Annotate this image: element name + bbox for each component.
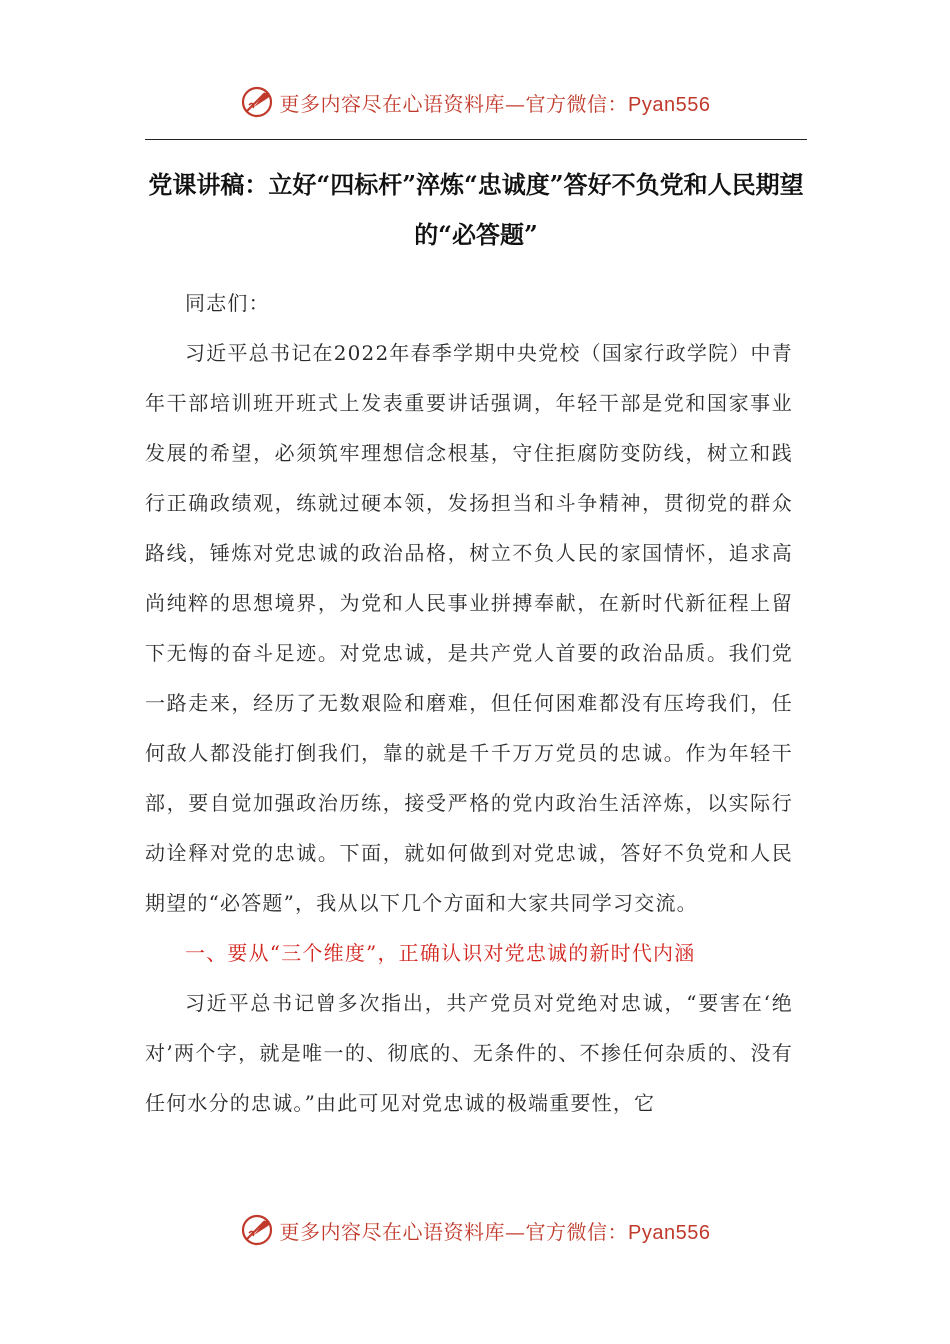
- header-banner: [0, 82, 950, 122]
- quill-logo-icon: [240, 1213, 274, 1247]
- header-banner-main: 更多内容尽在心语资料库: [279, 91, 506, 116]
- document-body: [145, 278, 793, 1128]
- document-title: 党课讲稿：立好“四标杆”淬炼“忠诚度”答好不负党和人民期望的“必答题”: [148, 170, 804, 249]
- quill-logo-icon: [240, 85, 274, 119]
- footer-banner-main: 更多内容尽在心语资料库: [279, 1219, 506, 1244]
- header-banner-dash: —: [505, 91, 526, 116]
- header-banner-wx-id: Pyan556: [628, 93, 711, 116]
- header-banner-wx-label: 官方微信：: [525, 91, 629, 116]
- footer-banner-text: [280, 1216, 711, 1245]
- section-paragraph: 习近平总书记曾多次指出，共产党员对党绝对忠诚，“要害在‘绝对’两个字，就是唯一的、彻底的、无条件的、不掺任何杂质的、没有任何水分的忠诚。”由此可见对党忠诚的极端重要性，它: [145, 991, 793, 1115]
- header-banner-text: [280, 88, 711, 117]
- footer-banner-wx-id: Pyan556: [628, 1221, 711, 1244]
- salutation: 同志们：: [185, 291, 270, 315]
- header-divider: [145, 139, 807, 140]
- section-heading: 一、要从“三个维度”，正确认识对党忠诚的新时代内涵: [185, 941, 696, 965]
- footer-banner-wx-label: 官方微信：: [525, 1219, 629, 1244]
- footer-banner-dash: —: [505, 1219, 526, 1244]
- footer-banner: [0, 1210, 950, 1250]
- body-paragraph: 习近平总书记在2022年春季学期中央党校（国家行政学院）中青年干部培训班开班式上发表重要讲话强调，年轻干部是党和国家事业发展的希望，必须筑牢理想信念根基，守住拒腐防变防线，树立和践行正确政绩观，练就过硬本领，发扬担当和斗争精神，贯彻党的群众路线，锤炼对党忠诚的政治品格，树立不负人民的家国情怀，追求高尚纯粹的思想境界，为党和人民事业拼搏奉献，在新时代新征程上留下无悔的奋斗足迹。对党忠诚，是共产党人首要的政治品质。我们党一路走来，经历了无数艰险和磨难，但任何困难都没有压垮我们，任何敌人都没能打倒我们，靠的就是千千万万党员的忠诚。作为年轻干部，要自觉加强政治历练，接受严格的党内政治生活淬炼，以实际行动诠释对党的忠诚。下面，就如何做到对党忠诚，答好不负党和人民期望的“必答题”，我从以下几个方面和大家共同学习交流。: [145, 341, 793, 915]
